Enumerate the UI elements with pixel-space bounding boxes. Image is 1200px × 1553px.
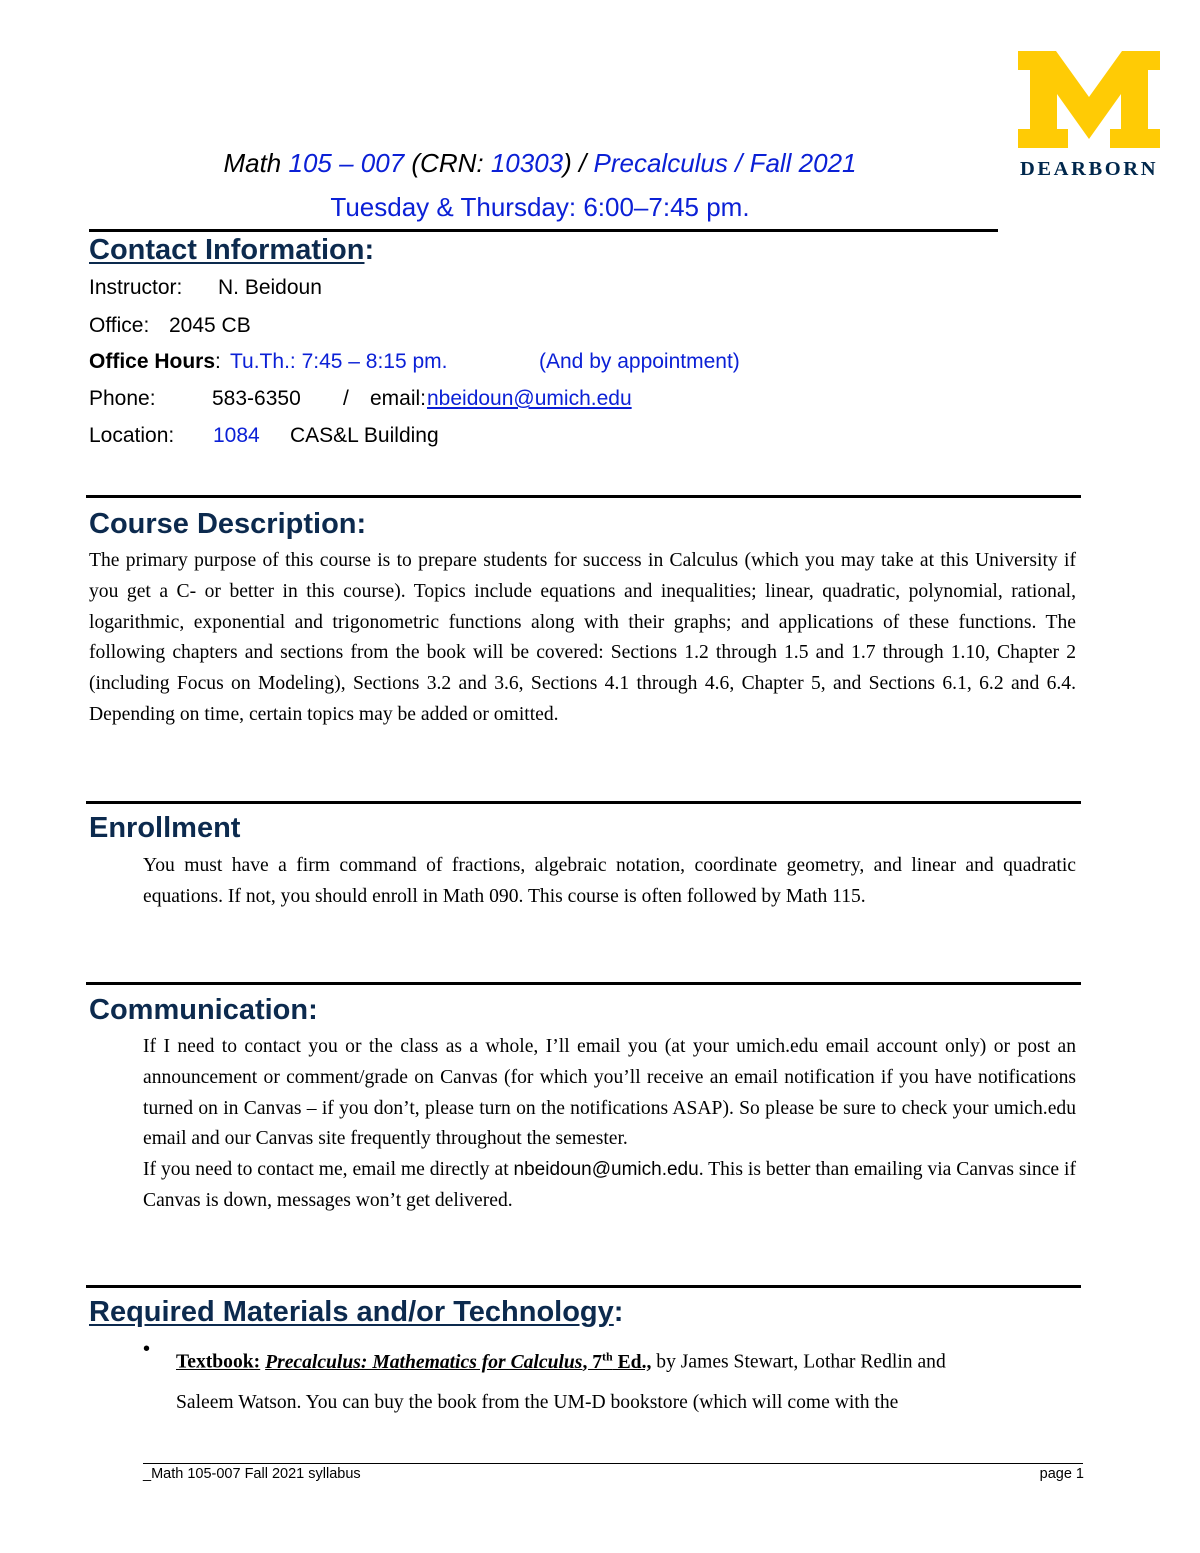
- course-schedule: Tuesday & Thursday: 6:00–7:45 pm.: [330, 192, 750, 222]
- enrollment-text: You must have a firm command of fractions, algebraic notation, coordinate geometry, and linear and quadratic equations. If not, you should enroll in Math 090. This course is often followed by Math 115.: [143, 855, 1076, 907]
- communication-text-b: . This is better than emailing via Canvas since if Canvas is down, messages won’t get delivered.: [143, 1159, 1076, 1211]
- course-description-heading: Course Description:: [89, 508, 367, 540]
- textbook-title: Precalculus: Mathematics for Calculus: [265, 1351, 583, 1373]
- textbook-title-group: [265, 1349, 652, 1373]
- textbook-authors: by James Stewart, Lothar Redlin and: [651, 1351, 946, 1373]
- communication-heading: Communication:: [89, 994, 318, 1026]
- textbook-ed: Ed.,: [612, 1351, 652, 1373]
- title-math: Math: [223, 148, 289, 178]
- location-label: Location:: [89, 424, 175, 447]
- divider: [86, 1285, 1081, 1288]
- title-sep: ) /: [563, 148, 594, 178]
- bullet-icon: •: [143, 1338, 151, 1360]
- footer-left: _Math 105-007 Fall 2021 syllabus: [143, 1466, 361, 1482]
- location-room: 1084: [213, 424, 260, 447]
- textbook-line-2: Saleem Watson. You can buy the book from the UM-D bookstore (which will come with the: [176, 1391, 899, 1413]
- footer-rule: [143, 1463, 1083, 1464]
- logo-wordmark: DEARBORN: [1020, 158, 1159, 180]
- textbook-line-1: [176, 1336, 1076, 1383]
- contact-heading: Contact Information:: [89, 234, 375, 266]
- textbook-edition-suffix: th: [602, 1349, 613, 1363]
- instructor-row: [89, 276, 322, 300]
- course-title: [0, 148, 1080, 179]
- textbook-label: Textbook:: [176, 1351, 261, 1373]
- phone-label: Phone:: [89, 387, 156, 410]
- textbook-edition: , 7: [582, 1351, 603, 1373]
- location-row: [89, 424, 439, 448]
- location-building: CAS&L Building: [290, 424, 439, 447]
- office-hours-colon: :: [215, 350, 221, 373]
- footer-page-number: page 1: [1039, 1466, 1084, 1482]
- communication-text-a: If you need to contact me, email me directly at: [143, 1159, 514, 1181]
- communication-email[interactable]: nbeidoun@umich.edu: [513, 1159, 699, 1181]
- communication-paragraph-1: If I need to contact you or the class as a whole, I’ll email you (at your umich.edu email account only) or post an announcement or comment/grade on Canvas (for which you’ll receive an email notification if you have notifications turned on in Canvas – if you don’t, please turn on the notifications ASAP). So please be sure to check your umich.edu email and our Canvas site frequently throughout the semester.: [143, 1036, 1076, 1150]
- divider: [86, 801, 1081, 804]
- office-hours-value: Tu.Th.: 7:45 – 8:15 pm.: [230, 350, 448, 373]
- email-link[interactable]: nbeidoun@umich.edu: [427, 387, 632, 410]
- course-description-text: The primary purpose of this course is to prepare students for success in Calculus (which you may take at this University if you get a C- or better in this course). Topics include equations and inequalities; linear, quadratic, polynomial, rational, logarithmic, exponential and trigonometric functions along with their graphs; and applications of these functions. The following chapters and sections from the book will be covered: Sections 1.2 through 1.5 and 1.7 through 1.10, Chapter 2 (including Focus on Modeling), Sections 3.2 and 3.6, Sections 4.1 through 4.6, Chapter 5, and Sections 6.1, 6.2 and 6.4. Depending on time, certain topics may be added or omitted.: [89, 550, 1076, 725]
- office-hours-row: [89, 350, 740, 374]
- materials-heading: Required Materials and/or Technology:: [89, 1296, 624, 1328]
- office-hours-note: (And by appointment): [539, 350, 740, 373]
- divider: [89, 229, 998, 232]
- office-hours-label: Office Hours: [89, 350, 216, 373]
- instructor-label: Instructor:: [89, 276, 183, 299]
- phone-value: 583-6350: [212, 387, 301, 410]
- communication-paragraph-2: [143, 1155, 1076, 1217]
- phone-row: [89, 387, 632, 411]
- block-m-logo-icon: [1018, 51, 1160, 148]
- email-label: email:: [370, 387, 427, 410]
- communication-text: [143, 1032, 1076, 1217]
- phone-separator: /: [343, 387, 349, 410]
- textbook-item: [176, 1336, 1076, 1423]
- enrollment-heading: Enrollment: [89, 812, 241, 844]
- title-section: 105 – 007: [288, 148, 405, 178]
- title-crn-label: (CRN:: [404, 148, 491, 178]
- office-label: Office:: [89, 314, 150, 337]
- title-course-term: Precalculus / Fall 2021: [593, 148, 857, 178]
- divider: [86, 495, 1081, 498]
- instructor-name: N. Beidoun: [218, 276, 322, 299]
- office-row: [89, 314, 251, 338]
- title-crn: 10303: [490, 148, 564, 178]
- divider: [86, 982, 1081, 985]
- office-value: 2045 CB: [169, 314, 251, 337]
